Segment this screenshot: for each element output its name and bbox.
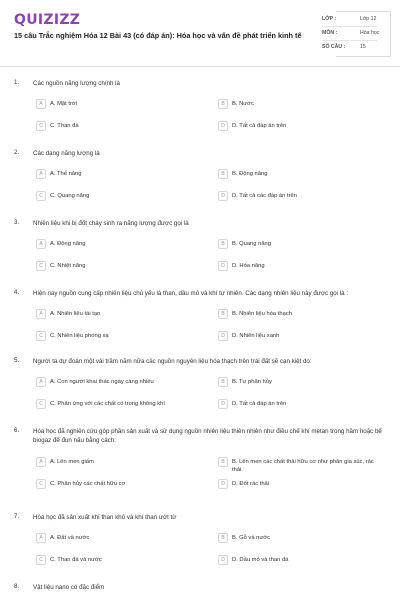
option-text: D. Nhiên liệu xanh — [232, 333, 280, 339]
option-letter-badge: D — [218, 399, 228, 409]
meta-key: MÔN : — [322, 30, 338, 36]
option-letter-badge: A — [36, 99, 46, 109]
option-letter-badge: A — [36, 309, 46, 319]
meta-divider — [322, 26, 377, 27]
question-number: 7. — [14, 513, 20, 520]
question-number: 2. — [14, 149, 20, 156]
option-text: A. Nhiên liệu tái tạo — [50, 311, 101, 317]
option-letter-badge: D — [218, 261, 228, 271]
meta-row-count — [322, 44, 391, 58]
option-text: D. Hóa năng — [232, 263, 265, 269]
meta-box — [322, 11, 391, 57]
option-text: A. Con người khai thác ngày càng nhiều — [50, 379, 154, 385]
option-text: B. Quang năng — [232, 241, 271, 247]
option-letter-badge: C — [36, 555, 46, 565]
option-text: B. Động năng — [232, 171, 268, 177]
option-letter-badge: B — [218, 169, 228, 179]
option-text: D. Dầu mỏ và than đá — [232, 557, 289, 563]
question-number: 4. — [14, 289, 20, 296]
option-text: B. Nhiên liệu hóa thạch — [232, 311, 292, 317]
meta-key: LỚP : — [322, 16, 337, 22]
worksheet-header — [0, 0, 400, 64]
option-text: C. Quang năng — [50, 193, 90, 199]
meta-key: SỐ CÂU : — [322, 44, 346, 50]
question-number: 8. — [14, 583, 20, 590]
option-letter-badge: B — [218, 533, 228, 543]
option-text: B. Tự phân hủy — [232, 379, 272, 385]
option-letter-badge: D — [218, 121, 228, 131]
option-letter-badge: B — [218, 377, 228, 387]
option-letter-badge: C — [36, 261, 46, 271]
option-text: C. Nhiệt năng — [50, 263, 86, 269]
option-text: A. Động năng — [50, 241, 86, 247]
option-text: A. Lên men giấm — [50, 459, 94, 465]
option-text: C. Than đá và nước — [50, 557, 102, 563]
option-text: C. Than đá — [50, 123, 79, 129]
option-letter-badge: B — [218, 309, 228, 319]
option-letter-badge: B — [218, 99, 228, 109]
question-text: Vật liệu nano có đặc điểm — [33, 584, 105, 591]
option-text: D. Tất cả đáp án trên — [232, 123, 287, 129]
meta-row-grade — [322, 16, 391, 30]
option-text: A. Thế năng — [50, 171, 82, 177]
option-text: D. Tất cả các đáp án trên — [232, 193, 297, 199]
header-divider — [0, 66, 400, 67]
option-letter-badge: B — [218, 239, 228, 249]
option-letter-badge: C — [36, 121, 46, 131]
option-letter-badge: B — [218, 457, 228, 467]
option-text: D. Tất cả đáp án trên — [232, 401, 287, 407]
option-letter-badge: C — [36, 331, 46, 341]
question-number: 3. — [14, 219, 20, 226]
option-text: B. Nước — [232, 101, 254, 107]
quizizz-logo: QUIZIZZ — [14, 12, 81, 28]
worksheet-title: 15 câu Trắc nghiệm Hóa 12 Bài 43 (có đáp án): Hóa học và vấn đề phát triển kinh tế — [14, 31, 302, 40]
question-text: Nhiên liệu khi bị đốt cháy sinh ra năng lượng được gọi là — [33, 220, 189, 227]
meta-value: Hóa học — [360, 30, 380, 36]
option-letter-badge: A — [36, 533, 46, 543]
option-letter-badge: A — [36, 457, 46, 467]
question-text: Các nguồn năng lượng chính là — [33, 80, 120, 87]
option-letter-badge: D — [218, 331, 228, 341]
option-text: D. Đốt rác thải — [232, 481, 270, 487]
option-letter-badge: D — [218, 479, 228, 489]
meta-divider — [322, 40, 377, 41]
question-text: Hóa học đã sản xuất khí than khô và khí than ướt từ — [33, 514, 177, 521]
question-text: Các dạng năng lượng là — [33, 150, 100, 157]
option-letter-badge: C — [36, 479, 46, 489]
option-text: A. Đất và nước — [50, 535, 90, 541]
option-text: C. Nhiên liệu phóng xạ — [50, 333, 109, 339]
option-letter-badge: C — [36, 399, 46, 409]
option-letter-badge: D — [218, 555, 228, 565]
meta-value: Lớp 12 — [360, 16, 377, 22]
question-text: Hiện nay nguồn cung cấp nhiên liệu chủ yếu là than, dầu mỏ và khí tự nhiên. Các dạng nhiên liệu này được gọi là : — [33, 290, 349, 297]
option-letter-badge: A — [36, 239, 46, 249]
option-letter-badge: C — [36, 191, 46, 201]
option-letter-badge: A — [36, 377, 46, 387]
question-number: 6. — [14, 427, 20, 434]
option-text: B. Lên men các chất thải hữu cơ như phân gia súc, rác thải — [232, 459, 374, 473]
meta-value: 15 — [360, 44, 366, 50]
question-text: Hóa học đã nghiên cứu góp phần sản xuất và sử dụng nguồn nhiên liệu thiên nhiên như điều chế khí metan trong hầm hoặc bể biogaz để đun nấu bằng cách: — [33, 428, 382, 444]
question-text: Người ta dự đoán một vài trăm năm nữa các nguồn nguyên liệu hóa thạch trên trái đất sẽ cạn kiệt do: — [33, 358, 312, 365]
meta-row-subject — [322, 30, 391, 44]
option-text: C. Phân hủy các chất hữu cơ — [50, 481, 126, 487]
option-text: A. Mặt trời — [50, 101, 77, 107]
question-number: 5. — [14, 357, 20, 364]
option-text: B. Gỗ và nước — [232, 535, 270, 541]
option-text: C. Phản ứng với các chất có trong không khí — [50, 401, 165, 407]
option-letter-badge: A — [36, 169, 46, 179]
question-number: 1. — [14, 79, 20, 86]
option-letter-badge: D — [218, 191, 228, 201]
